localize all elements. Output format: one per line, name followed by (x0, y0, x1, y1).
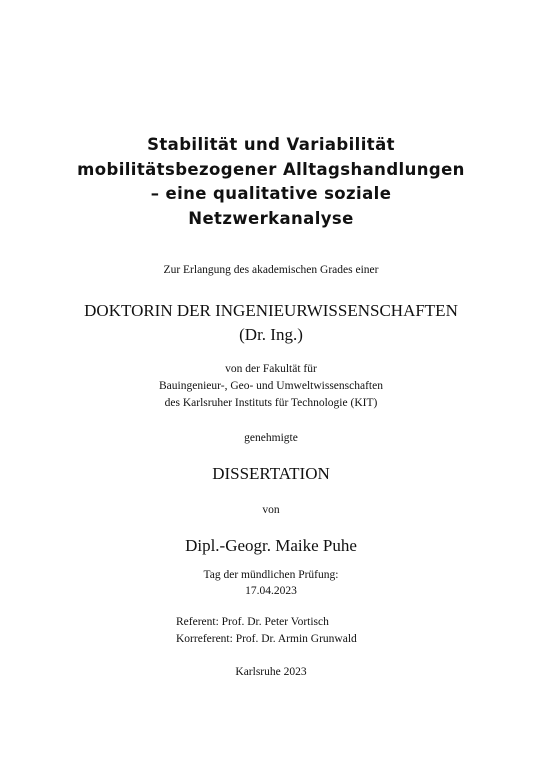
korreferent: Korreferent: Prof. Dr. Armin Grunwald (176, 632, 357, 645)
thesis-title-line-1: Stabilität und Variabilität (147, 135, 395, 154)
thesis-title-line-2: mobilitätsbezogener Alltagshandlungen (77, 159, 465, 179)
degree-purpose: Zur Erlangung des akademischen Grades einer (163, 264, 379, 276)
degree-abbreviation: (Dr. Ing.) (239, 325, 303, 344)
degree-name: DOKTORIN DER INGENIEURWISSENSCHAFTEN (84, 301, 458, 320)
author-name: Dipl.-Geogr. Maike Puhe (185, 536, 357, 555)
by-label: von (262, 504, 280, 516)
faculty-line-2: Bauingenieur-, Geo- und Umweltwissenschaften (159, 380, 383, 392)
referees (176, 614, 357, 647)
exam-date: 17.04.2023 (245, 585, 297, 597)
approved-label: genehmigte (244, 432, 298, 444)
thesis-title-line-4: Netzwerkanalyse (188, 208, 354, 228)
faculty-line-3: des Karlsruher Instituts für Technologie (KIT) (164, 397, 378, 409)
place-and-year: Karlsruhe 2023 (235, 666, 307, 678)
exam-date-label: Tag der mündlichen Prüfung: (203, 569, 339, 581)
faculty-line-1: von der Fakultät für (225, 363, 317, 375)
document-type: DISSERTATION (212, 464, 330, 483)
thesis-title-line-3: – eine qualitative soziale (150, 184, 392, 203)
referent: Referent: Prof. Dr. Peter Vortisch (176, 616, 329, 628)
thesis-title (40, 133, 502, 231)
